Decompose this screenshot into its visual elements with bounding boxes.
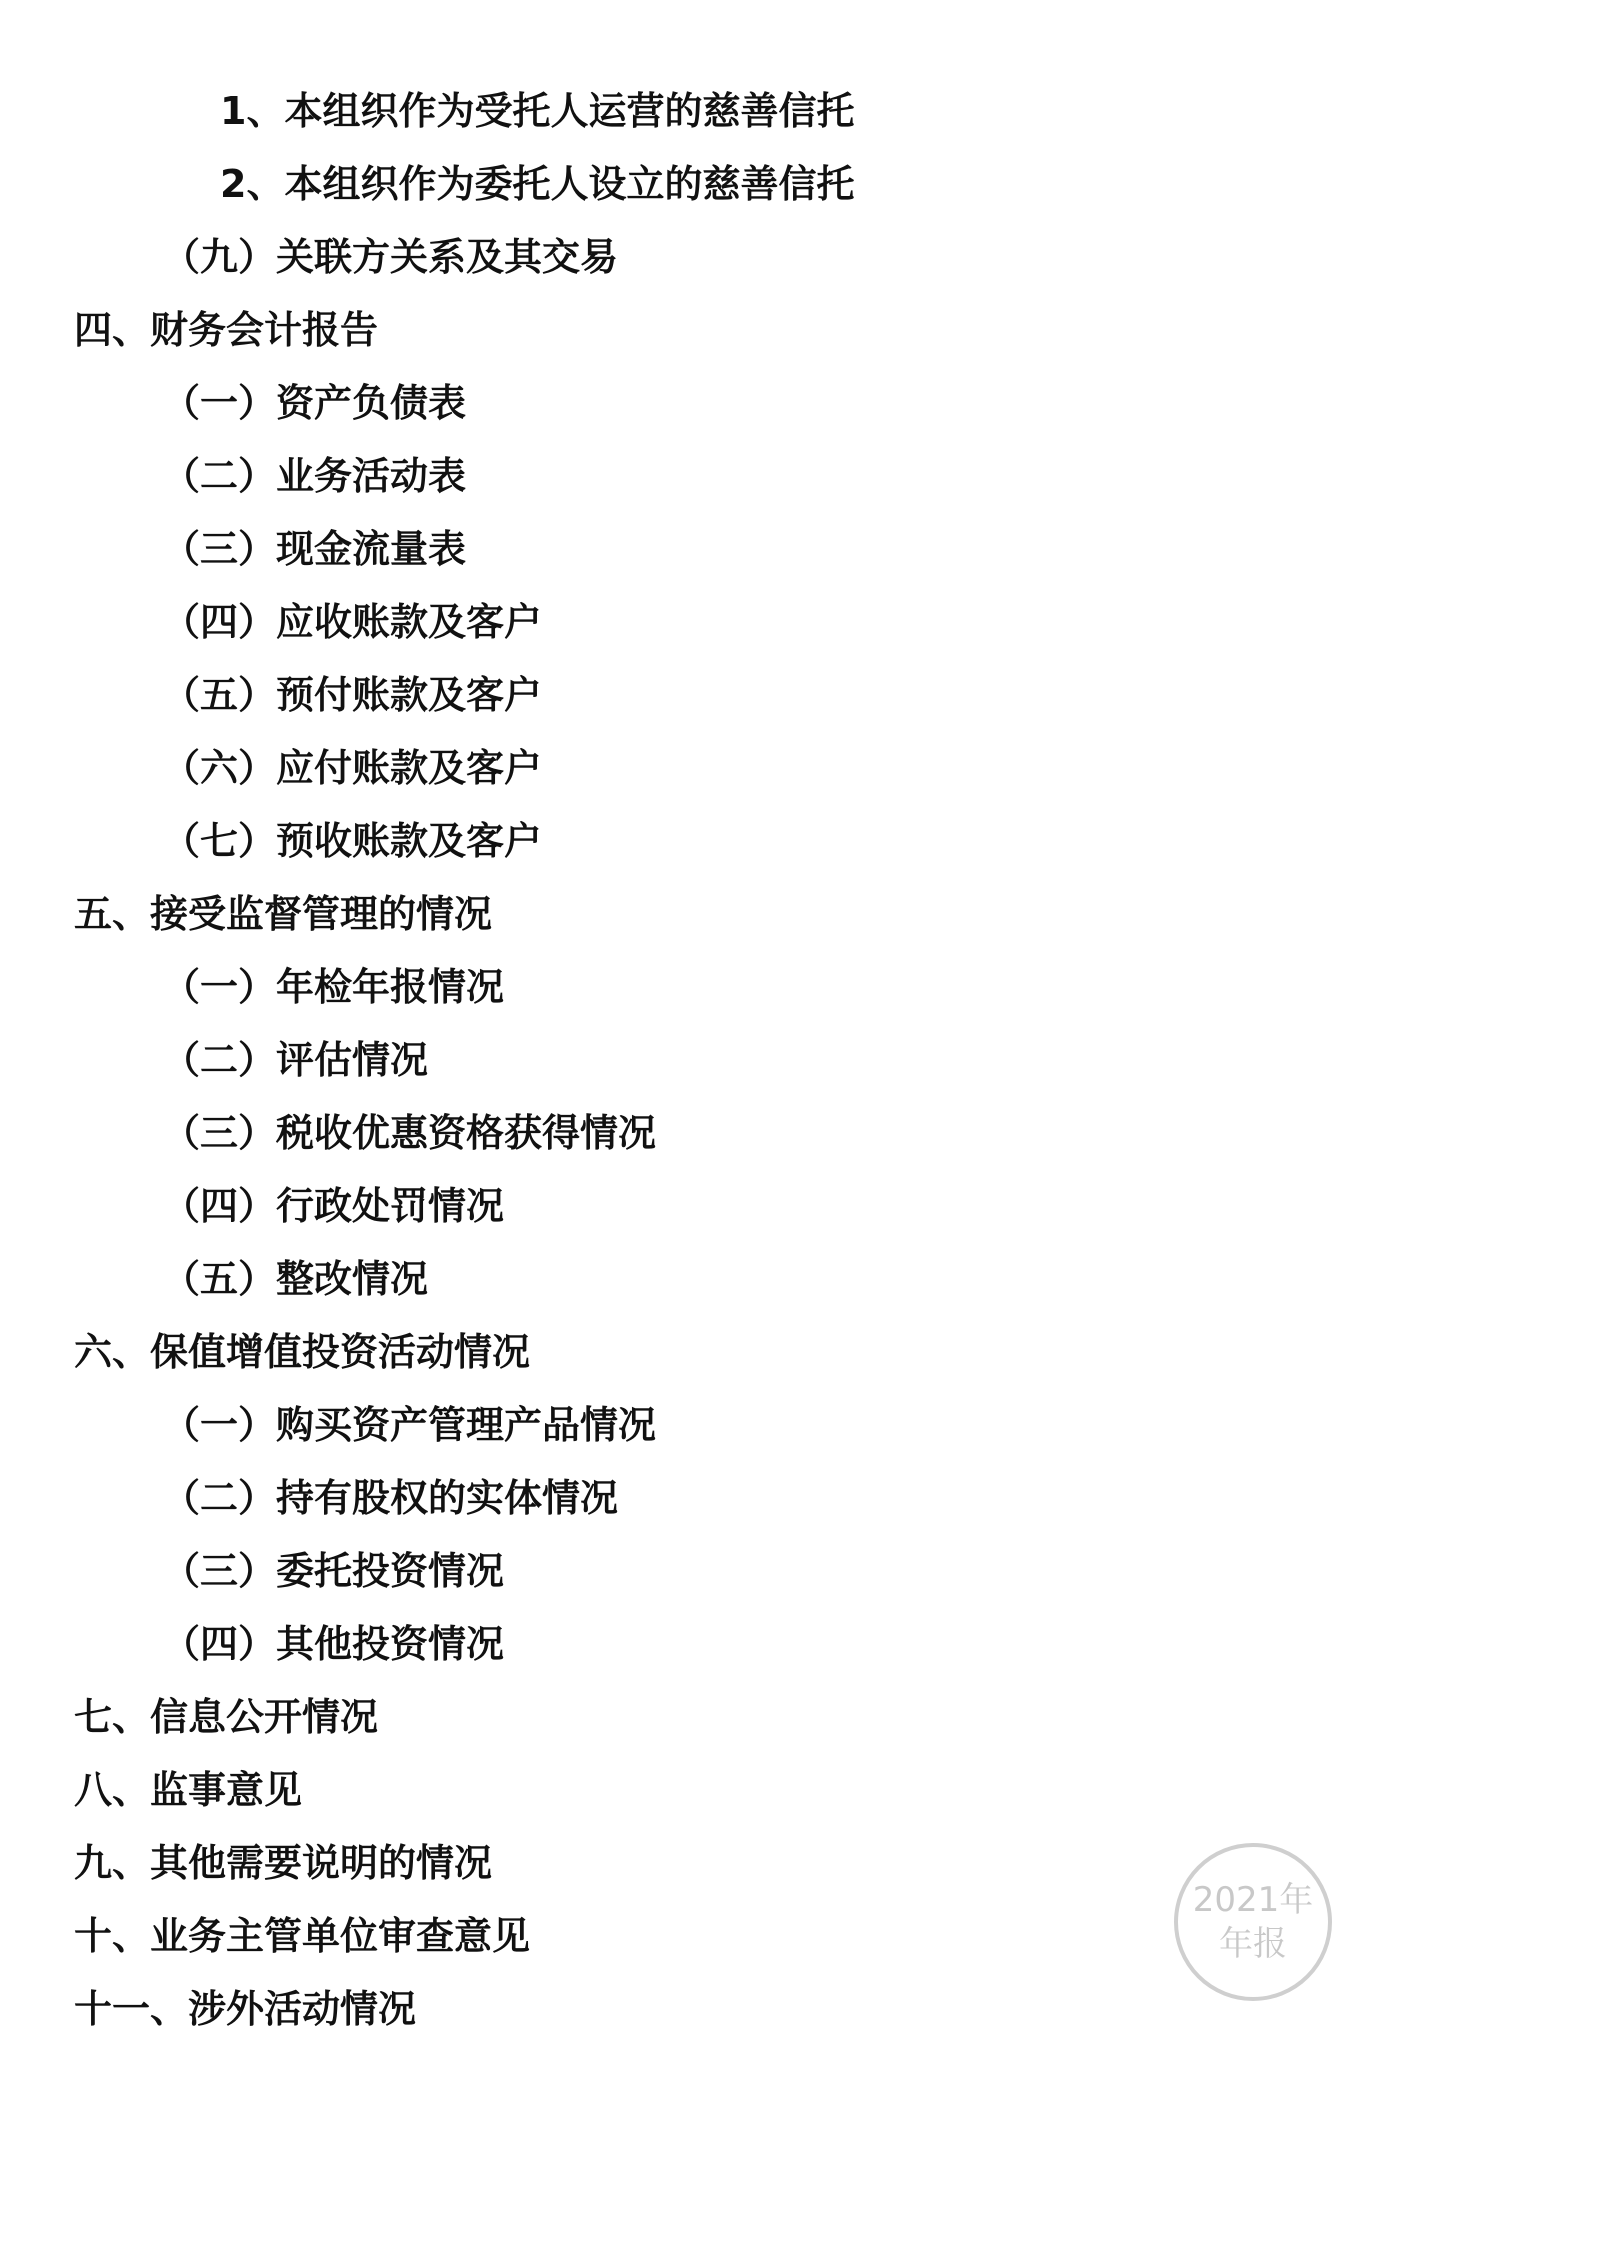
seal-report-text: 年报 — [1219, 1924, 1287, 1964]
toc-item-annual-inspection: （一）年检年报情况 — [162, 965, 505, 1009]
toc-item-equity-holdings: （二）持有股权的实体情况 — [162, 1476, 619, 1520]
toc-item-prepayments: （五）预付账款及客户 — [162, 673, 543, 717]
toc-section-foreign-activities: 十一、涉外活动情况 — [74, 1987, 417, 2031]
toc-item-tax-preference: （三）税收优惠资格获得情况 — [162, 1111, 657, 1155]
toc-item-other-investment: （四）其他投资情况 — [162, 1622, 505, 1666]
toc-section-supervision: 五、接受监督管理的情况 — [74, 892, 493, 936]
toc-item-administrative-penalty: （四）行政处罚情况 — [162, 1184, 505, 1228]
annual-report-seal — [1174, 1843, 1332, 2001]
toc-item-entrusted-investment: （三）委托投资情况 — [162, 1549, 505, 1593]
toc-section-supervisor-opinion: 八、监事意见 — [74, 1768, 303, 1812]
seal-year-text: 2021年 — [1192, 1880, 1314, 1920]
toc-item-receivables: （四）应收账款及客户 — [162, 600, 543, 644]
table-of-contents — [0, 86, 1600, 2057]
toc-item-related-party: （九）关联方关系及其交易 — [162, 235, 619, 279]
toc-item-activity-statement: （二）业务活动表 — [162, 454, 467, 498]
toc-section-other-matters: 九、其他需要说明的情况 — [74, 1841, 493, 1885]
toc-item-payables: （六）应付账款及客户 — [162, 746, 543, 790]
toc-section-disclosure: 七、信息公开情况 — [74, 1695, 379, 1739]
toc-item-trust-as-trustee: 1、本组织作为受托人运营的慈善信托 — [220, 89, 855, 133]
toc-item-evaluation: （二）评估情况 — [162, 1038, 429, 1082]
toc-item-cash-flow: （三）现金流量表 — [162, 527, 467, 571]
toc-item-asset-management-products: （一）购买资产管理产品情况 — [162, 1403, 657, 1447]
toc-item-advance-receipts: （七）预收账款及客户 — [162, 819, 543, 863]
toc-item-rectification: （五）整改情况 — [162, 1257, 429, 1301]
toc-item-balance-sheet: （一）资产负债表 — [162, 381, 467, 425]
toc-section-investment: 六、保值增值投资活动情况 — [74, 1330, 531, 1374]
toc-item-trust-as-settlor: 2、本组织作为委托人设立的慈善信托 — [220, 162, 855, 206]
toc-section-financial-report: 四、财务会计报告 — [74, 308, 379, 352]
toc-section-authority-review: 十、业务主管单位审查意见 — [74, 1914, 531, 1958]
